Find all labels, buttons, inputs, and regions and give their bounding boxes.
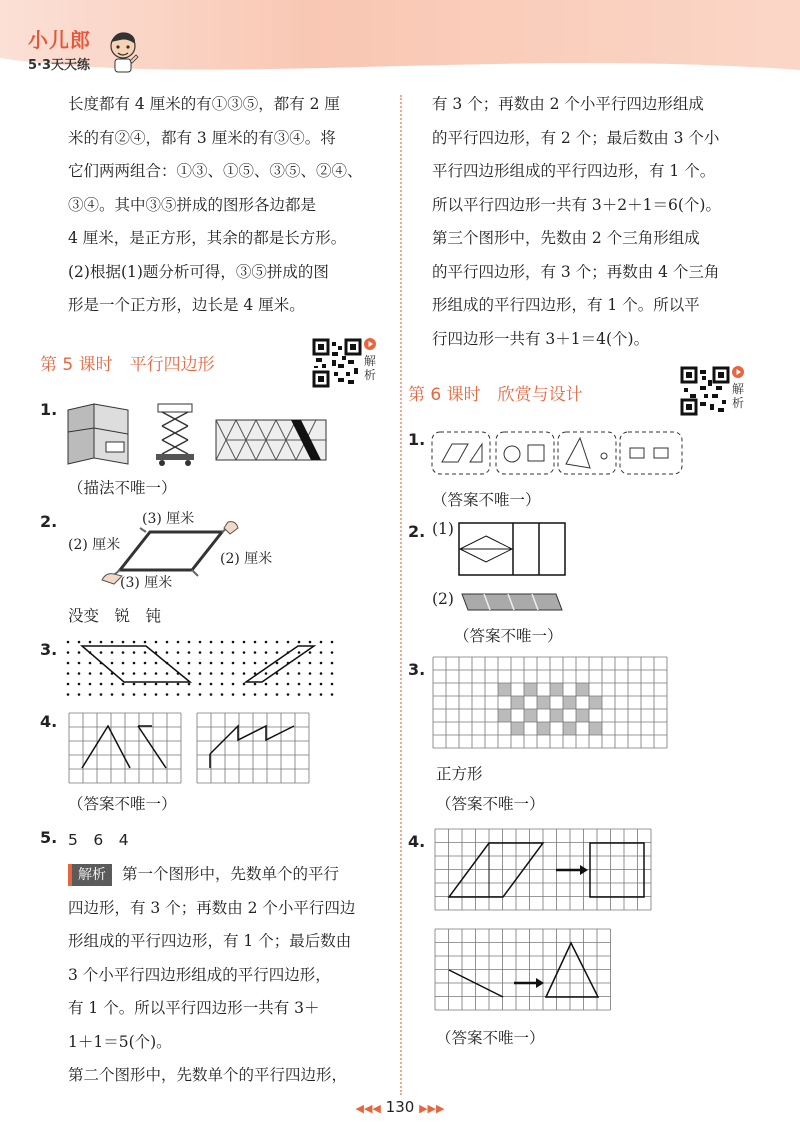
q2-label-bottom: (3) 厘米 [120, 575, 173, 591]
q1-figures [66, 402, 336, 468]
page-pager [330, 1098, 470, 1116]
brand-logo [28, 24, 138, 76]
q4-note: （答案不唯一） [68, 795, 177, 813]
text-line: 4 厘米，是正方形，其余的都是长方形。 [68, 229, 347, 247]
grid-lines [69, 713, 181, 783]
q5-answer: 5 6 4 [68, 831, 129, 849]
text-line: 第二个图形中，先数单个的平行四边形， [68, 1066, 348, 1084]
page-number: 130 [385, 1098, 415, 1116]
mascot-icon [106, 30, 140, 74]
play-icon [732, 366, 744, 378]
text-line: 形组成的平行四边形，有 1 个；最后数由 [68, 932, 352, 950]
text-line: 的平行四边形，有 3 个；再数由 4 个三角 [432, 262, 720, 281]
q2-sub2: (2) [432, 590, 454, 608]
text-line: 第一个图形中，先数单个的平行 [122, 865, 340, 883]
q5-analysis [68, 858, 388, 1093]
analysis-tag: 解析 [68, 864, 112, 886]
prev-arrows-icon[interactable]: ◀◀◀ [355, 1102, 381, 1115]
text-line: 有 1 个。所以平行四边形一共有 3＋ [68, 999, 320, 1017]
question-number: 4. [408, 832, 426, 851]
lesson-5-title: 第 5 课时 平行四边形 [40, 355, 215, 375]
q4-grid-b [196, 712, 308, 782]
text-line: 四边形，有 3 个；再数由 2 个小平行四边 [68, 898, 356, 917]
lesson-6-title: 第 6 课时 欣赏与设计 [408, 385, 583, 405]
question-number: 4. [40, 712, 58, 731]
text-line: 的平行四边形，有 2 个；最后数由 3 个小 [432, 128, 720, 147]
brand-title: 小儿郎 [28, 28, 91, 52]
qr-code-icon[interactable] [680, 366, 730, 416]
text-line: 米的有②④，都有 3 厘米的有③④。将 [68, 128, 336, 147]
q4-grid-a [68, 712, 180, 782]
question-number: 3. [408, 660, 426, 679]
q2-sub1: (1) [432, 520, 454, 538]
q2-note: （答案不唯一） [454, 627, 563, 645]
text-line: 平行四边形组成的平行四边形，有 1 个。 [432, 162, 716, 180]
q4-grid-a [434, 828, 660, 912]
text-line: 行四边形一共有 3＋1＝4(个)。 [432, 329, 650, 348]
q1-note: （答案不唯一） [432, 491, 541, 509]
text-line: 所以平行四边形一共有 3＋2＋1＝6(个)。 [432, 195, 721, 214]
question-number: 2. [40, 512, 58, 531]
question-number: 2. [408, 522, 426, 541]
left-continued-text [68, 88, 388, 323]
text-line: 第三个图形中，先数由 2 个三角形组成 [432, 229, 700, 247]
q3-note: （答案不唯一） [436, 795, 545, 813]
qr-code-icon[interactable] [312, 338, 362, 388]
q3-dot-grid [62, 636, 338, 700]
grid-lines [197, 713, 309, 783]
question-number: 5. [40, 828, 58, 847]
text-line: 长度都有 4 厘米的有①③⑤，都有 2 厘 [68, 95, 340, 113]
pattern-figure [216, 420, 326, 460]
grid-lines [433, 657, 667, 748]
jiexi-label[interactable]: 解析 [364, 354, 377, 382]
q2-label-top: (3) 厘米 [142, 511, 195, 527]
q2-strip-figure [460, 590, 564, 614]
q3-answer: 正方形 [436, 765, 483, 783]
question-number: 1. [408, 430, 426, 449]
grid-lines [435, 829, 651, 910]
text-line: 有 3 个；再数由 2 个小平行四边形组成 [432, 95, 704, 113]
text-line: 它们两两组合：①③、①⑤、③⑤、②④、 [68, 162, 363, 180]
brand-series: 5·3天天练 [28, 58, 91, 73]
q2-label-right: (2) 厘米 [220, 551, 273, 567]
text-line: 形组成的平行四边形，有 1 个。所以平 [432, 296, 700, 314]
column-divider [400, 95, 402, 1095]
window-figure [68, 404, 128, 464]
q2-rect-figure [458, 522, 570, 578]
page-header [0, 0, 800, 80]
text-line: 3 个小平行四边形组成的平行四边形， [68, 965, 331, 984]
q2-label-left: (2) 厘米 [68, 537, 121, 553]
play-icon [364, 338, 376, 350]
q4-grid-b [434, 928, 618, 1012]
text-line: (2)根据(1)题分析可得，③⑤拼成的图 [68, 262, 329, 281]
q4-note: （答案不唯一） [436, 1029, 545, 1047]
q3-grid [432, 656, 670, 748]
next-arrows-icon[interactable]: ▶▶▶ [419, 1102, 445, 1115]
text-line: 1＋1＝5(个)。 [68, 1032, 172, 1051]
q1-note: （描法不唯一） [68, 479, 177, 497]
q2-answer: 没变 锐 钝 [68, 607, 162, 625]
right-continued-text [432, 88, 772, 356]
q2-parallelogram-figure [100, 518, 240, 590]
jiexi-label[interactable]: 解析 [732, 382, 745, 410]
question-number: 3. [40, 640, 58, 659]
text-line: ③④。其中③⑤拼成的图形各边都是 [68, 195, 317, 214]
lift-figure [156, 404, 194, 466]
q1-shape-groups [430, 428, 686, 478]
text-line: 形是一个正方形，边长是 4 厘米。 [68, 296, 305, 314]
question-number: 1. [40, 400, 58, 419]
